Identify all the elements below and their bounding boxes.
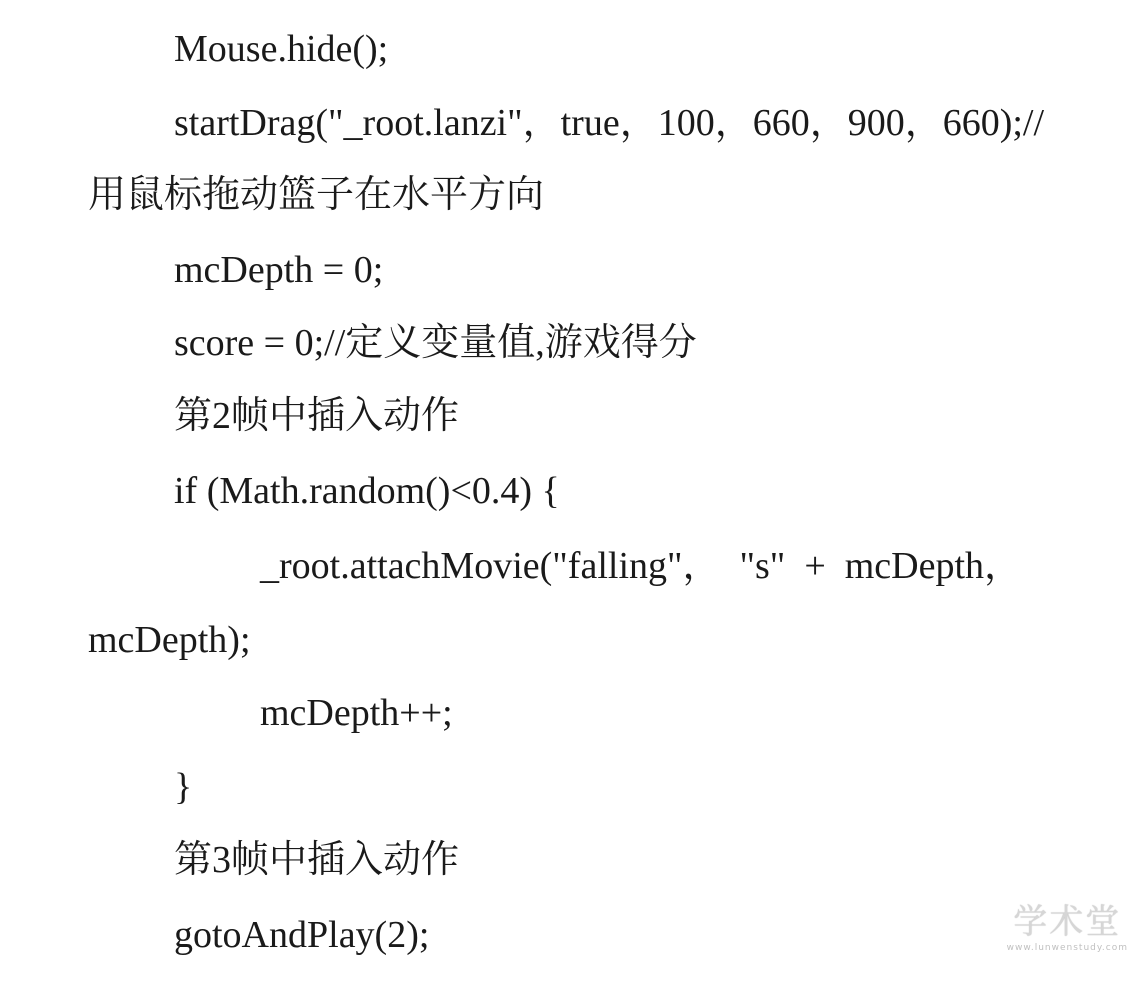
comment-line-drag-basket: 用鼠标拖动篮子在水平方向 bbox=[88, 174, 545, 216]
code-line-close-brace: } bbox=[174, 766, 193, 808]
code-line-attach-movie: _root.attachMovie("falling"， "s" + mcDepth， bbox=[260, 545, 1023, 587]
heading-frame-3: 第3帧中插入动作 bbox=[174, 839, 460, 881]
watermark-url-text: www.lunwenstudy.com bbox=[1006, 943, 1128, 953]
watermark-main-text: 学术堂 bbox=[1013, 902, 1122, 942]
code-line-mouse-hide: Mouse.hide(); bbox=[174, 28, 389, 70]
code-line-mcdepth-increment: mcDepth++; bbox=[260, 692, 453, 734]
code-line-start-drag: startDrag("_root.lanzi"，true，100，660，900，660);// bbox=[174, 102, 1045, 144]
code-line-attach-movie-cont: mcDepth); bbox=[88, 619, 251, 661]
code-line-mcdepth-init: mcDepth = 0; bbox=[174, 249, 384, 291]
code-line-goto-and-play: gotoAndPlay(2); bbox=[174, 914, 430, 956]
code-line-if-random: if (Math.random()<0.4) { bbox=[174, 470, 560, 512]
code-line-score-init: score = 0;//定义变量值,游戏得分 bbox=[174, 322, 697, 364]
heading-frame-2: 第2帧中插入动作 bbox=[174, 395, 460, 437]
watermark-logo bbox=[1007, 894, 1128, 953]
